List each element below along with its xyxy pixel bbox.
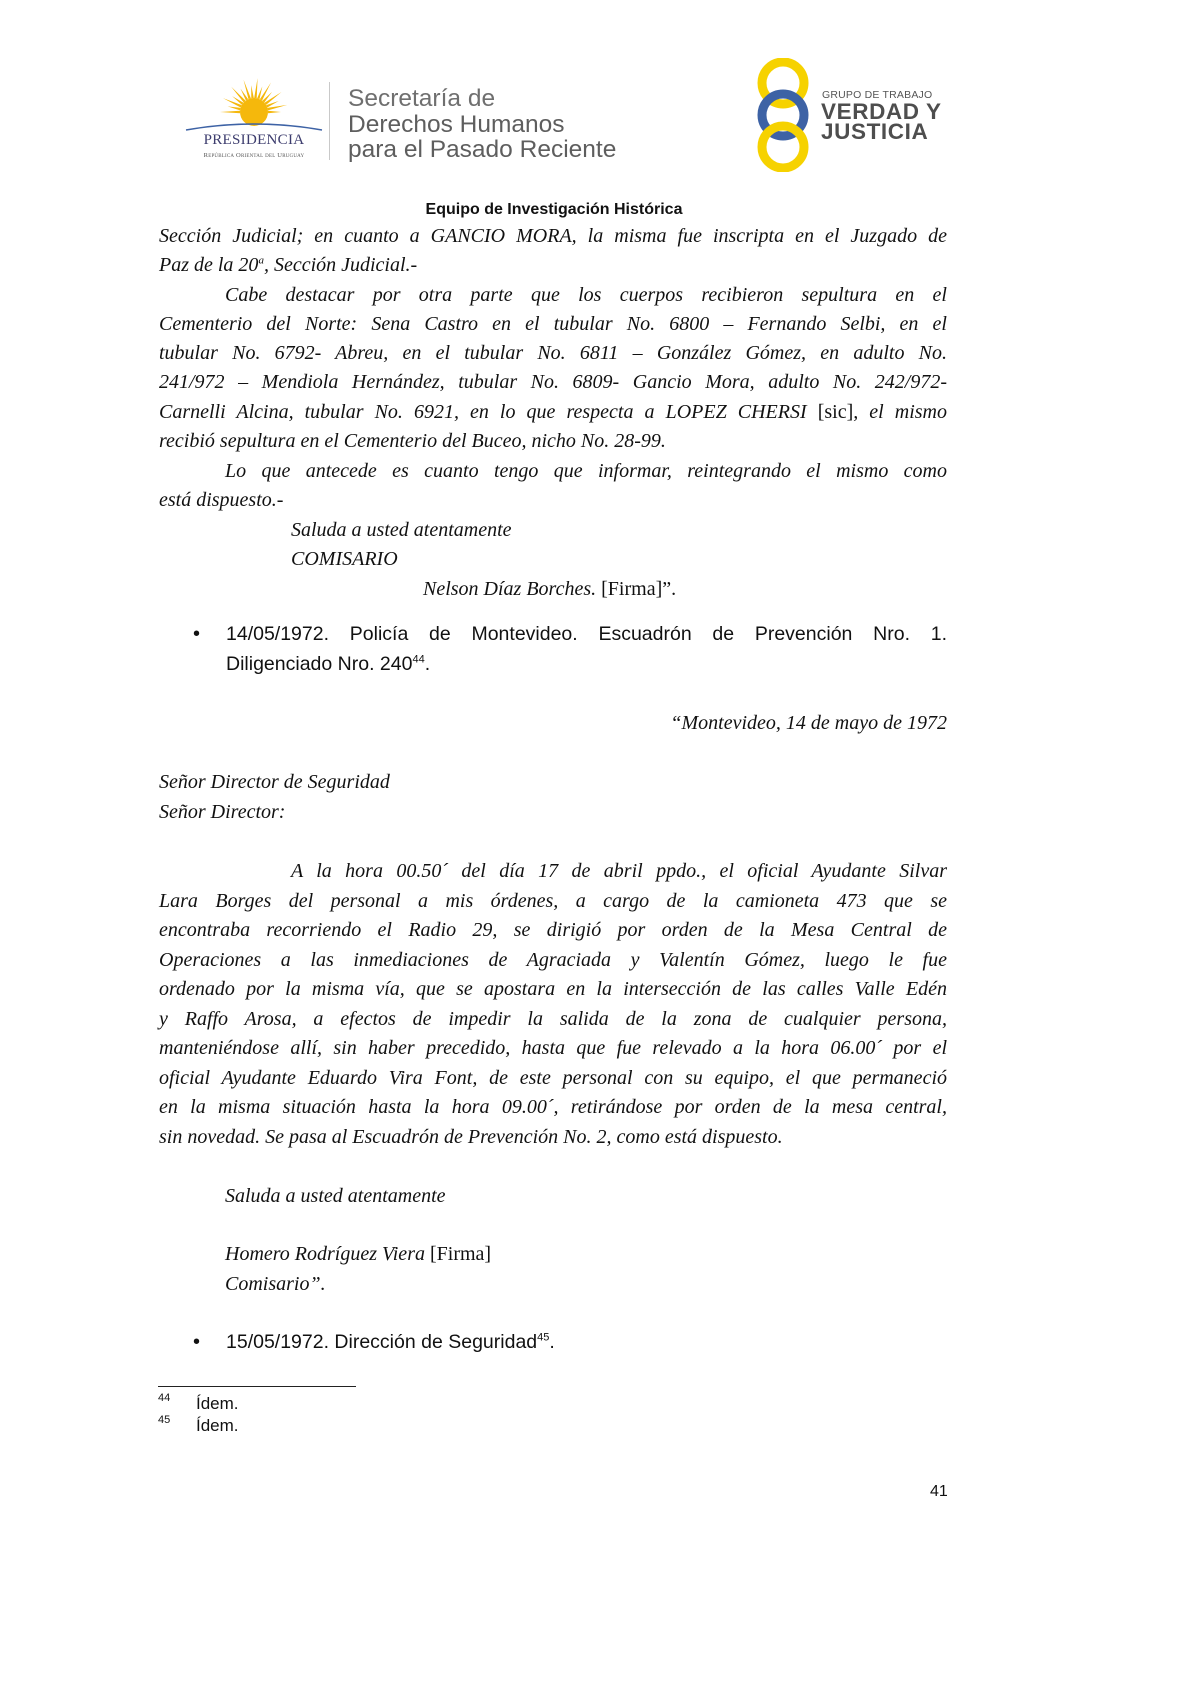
page-number: 41 [930, 1483, 948, 1500]
gtvj-line-1: GRUPO DE TRABAJO [822, 89, 933, 101]
bullet-line [226, 1330, 947, 1354]
secretaria-line-1: Secretaría de [348, 85, 496, 112]
closing-line: Saluda a usted atentamente [291, 519, 512, 541]
salutation-line: Señor Director: [159, 801, 286, 823]
salutation-line: Señor Director de Seguridad [159, 771, 390, 793]
signature-line [423, 577, 676, 601]
text-line: en la misma situación hasta la hora 09.00´, retirándose por orden de la mesa central, [159, 1096, 947, 1118]
sun-ray [254, 78, 257, 98]
text-span: , Sección Judicial.- [263, 254, 418, 276]
footnote-number: 44 [158, 1392, 171, 1404]
footnote-ref: 45 [537, 1331, 550, 1344]
signature-name: Nelson Díaz Borches. [423, 578, 597, 600]
text-line: encontraba recorriendo el Radio 29, se dirigió por orden de la Mesa Central de [159, 919, 947, 941]
sun-ray [220, 111, 240, 114]
text-line: oficial Ayudante Eduardo Vira Font, de este personal con su equipo, el que permaneció [159, 1067, 947, 1089]
sun-ray [228, 106, 241, 110]
text-line [159, 253, 947, 277]
sun-ray [251, 85, 254, 98]
secretaria-line-3: para el Pasado Reciente [348, 136, 617, 163]
text-line: está dispuesto.- [159, 489, 284, 511]
footnote-text: Ídem. [196, 1416, 239, 1435]
text-line: 241/972 – Mendiola Hernández, tubular No. 6809- Gancio Mora, adulto No. 242/972- [159, 371, 947, 393]
text-line: ordenado por la misma vía, que se apostara en la intersección de las calles Valle Edén [159, 978, 947, 1000]
ordinal-superscript: a [258, 254, 264, 267]
gtvj-line-2: VERDAD Y [821, 99, 942, 124]
gtvj-logo [751, 58, 815, 172]
signature-line [225, 1242, 491, 1266]
closing-line: Saluda a usted atentamente [225, 1185, 446, 1207]
gtvj-line-3: JUSTICIA [821, 119, 929, 144]
sun-ray [260, 83, 271, 101]
text-line: manteniéndose allí, sin haber precedido, hasta que fue relevado a la hora 06.00´ por el [159, 1037, 947, 1059]
footnote-text: Ídem. [196, 1394, 239, 1413]
sic-mark: [sic] [817, 401, 854, 423]
text-line: tubular No. 6792- Abreu, en el tubular No. 6811 – González Gómez, en adulto No. [159, 342, 947, 364]
text-line: y Raffo Arosa, a efectos de impedir la salida de la zona de cualquier persona, [159, 1008, 947, 1030]
text-line: A la hora 00.50´ del día 17 de abril ppdo., el oficial Ayudante Silvar [291, 860, 947, 882]
secretaria-line-2: Derechos Humanos [348, 111, 565, 138]
sun-ray [267, 105, 287, 110]
sun-ray [268, 111, 281, 114]
text-line: Lara Borges del personal a mis órdenes, a cargo de la camioneta 473 que se [159, 890, 947, 912]
closing-title: COMISARIO [291, 548, 398, 570]
text-span: Carnelli Alcina, tubular No. 6921, en lo que respecta a LOPEZ CHERSI [159, 401, 818, 423]
bullet-line [226, 652, 947, 676]
text-line: Cabe destacar por otra parte que los cuerpos recibieron sepultura en el [225, 284, 947, 306]
bullet-marker: • [193, 1331, 201, 1353]
signature-mark: [Firma] [429, 1243, 492, 1265]
team-heading: Equipo de Investigación Histórica [425, 201, 683, 218]
signature-mark: [Firma]”. [596, 578, 677, 600]
presidencia-logo [180, 78, 328, 170]
logo-divider [329, 82, 330, 160]
text-span: Sección Judicial; en cuanto a GANCIO MORA, la misma fue inscripta en el Juzgado de [159, 225, 947, 247]
text-span: Diligenciado Nro. 240 [226, 653, 413, 675]
bullet-line: 14/05/1972. Policía de Montevideo. Escuadrón de Prevención Nro. 1. [226, 623, 947, 645]
text-span: , el mismo [853, 401, 947, 423]
text-line [159, 224, 947, 248]
bullet-marker: • [193, 623, 201, 645]
text-line: sin novedad. Se pasa al Escuadrón de Prevención No. 2, como está dispuesto. [159, 1126, 783, 1148]
letter-date: “Montevideo, 14 de mayo de 1972 [670, 712, 947, 734]
presidencia-subtitle: República Oriental del Uruguay [203, 152, 305, 159]
footnote-separator [158, 1386, 356, 1387]
text-span: . [424, 653, 431, 675]
text-line: Operaciones a las inmediaciones de Agraciada y Valentín Gómez, luego le fue [159, 949, 947, 971]
closing-title: Comisario”. [225, 1273, 326, 1295]
text-span: Paz de la 20 [159, 254, 259, 276]
text-span: . [549, 1331, 555, 1353]
text-line: Lo que antecede es cuanto tengo que informar, reintegrando el mismo como [225, 460, 947, 482]
footnote-number: 45 [158, 1414, 171, 1426]
presidencia-name: PRESIDENCIA [203, 132, 305, 148]
text-span: 15/05/1972. Dirección de Seguridad [226, 1331, 538, 1353]
text-line: Cementerio del Norte: Sena Castro en el tubular No. 6800 – Fernando Selbi, en el [159, 313, 947, 335]
footnote-ref: 44 [412, 653, 425, 666]
interlocked-rings-icon [751, 58, 815, 172]
text-line [159, 400, 947, 424]
text-line: recibió sepultura en el Cementerio del Buceo, nicho No. 28-99. [159, 430, 666, 452]
sun-ray [223, 98, 242, 107]
signature-name: Homero Rodríguez Viera [225, 1243, 430, 1265]
